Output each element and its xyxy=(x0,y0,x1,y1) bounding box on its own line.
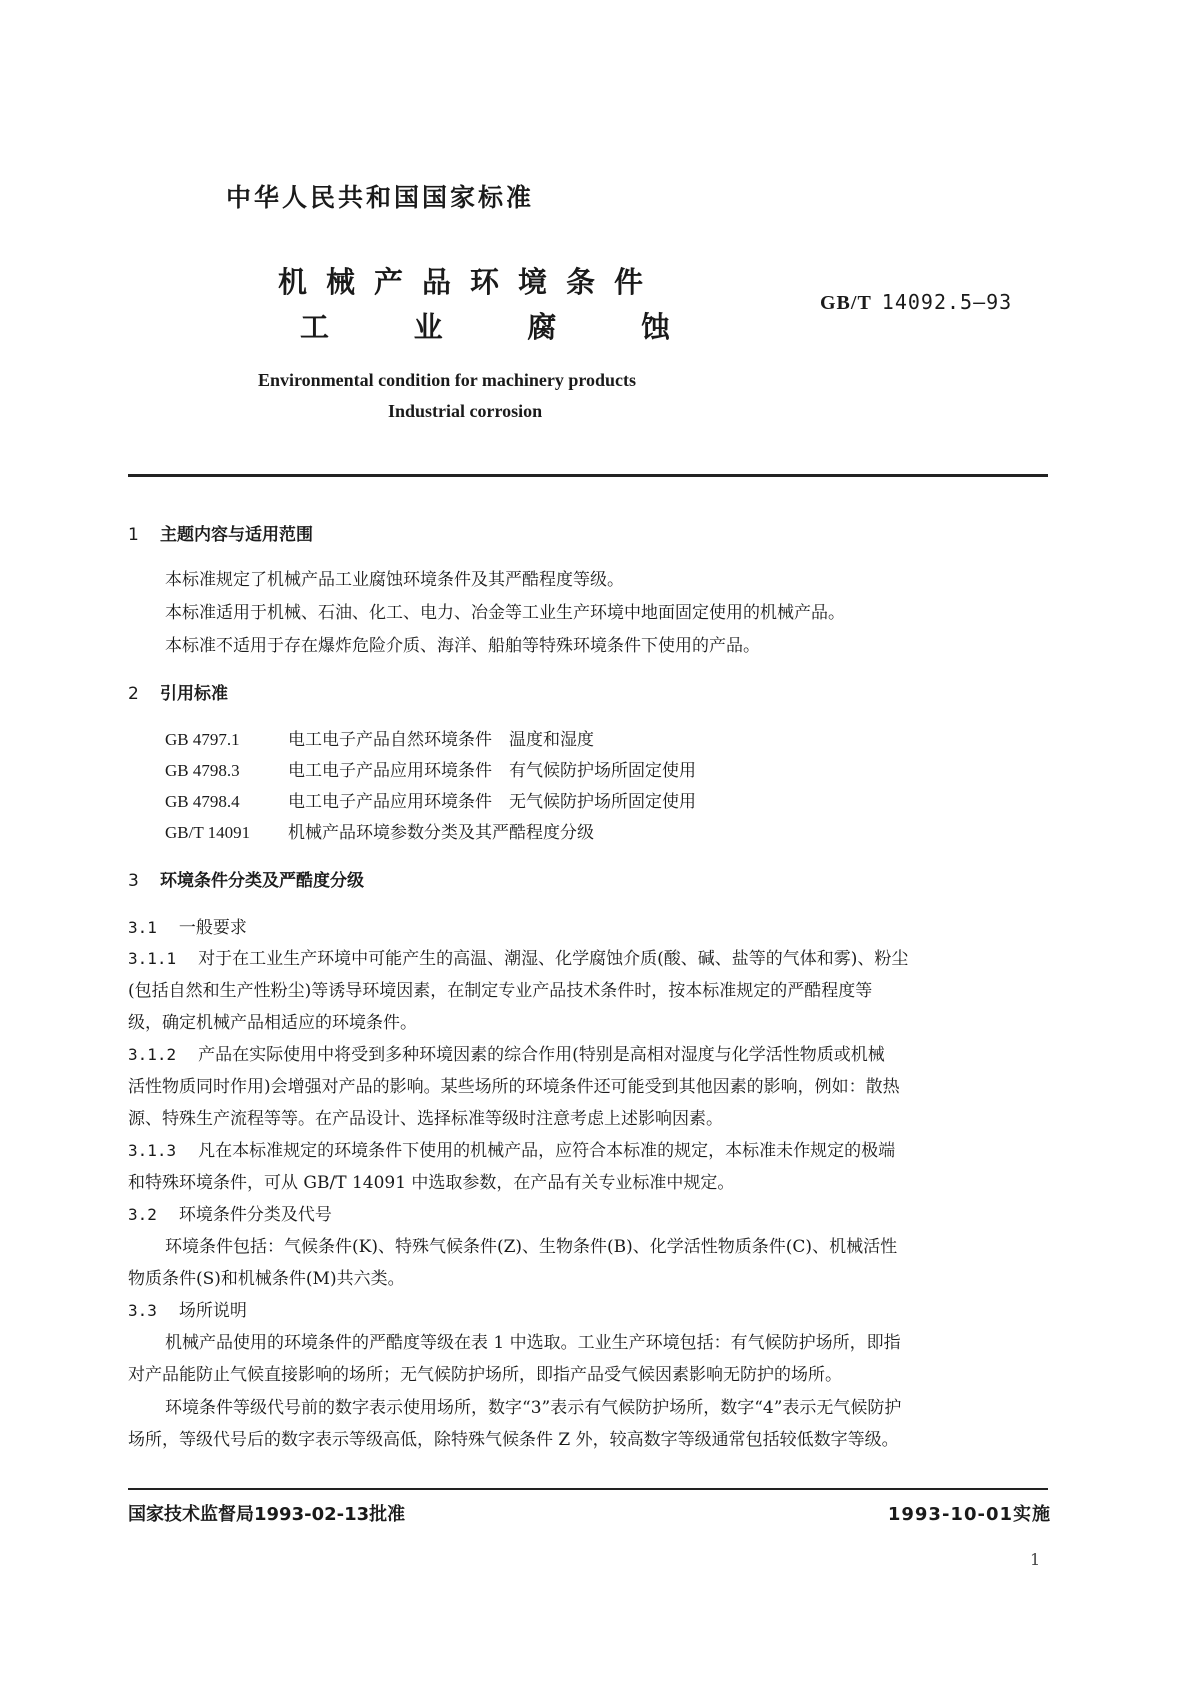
subsection-number: 3.1 xyxy=(128,918,157,937)
section-1-heading xyxy=(128,520,313,545)
reference-code: GB 4797.1 xyxy=(165,730,240,749)
reference-title: 机械产品环境参数分类及其严酷程度分级 xyxy=(288,823,594,843)
subsection-title: 场所说明 xyxy=(178,1301,247,1321)
reference-title: 电工电子产品应用环境条件 无气候防护场所固定使用 xyxy=(288,792,696,812)
section-title: 主题内容与适用范围 xyxy=(160,525,313,545)
reference-title: 电工电子产品自然环境条件 温度和湿度 xyxy=(288,730,594,750)
standard-code: 14092.5—93 xyxy=(881,290,1013,314)
subsection-3-1-heading xyxy=(128,913,247,938)
subsection-number: 3.2 xyxy=(128,1205,157,1224)
paragraph: 环境条件包括：气候条件(K)、特殊气候条件(Z)、生物条件(B)、化学活性物质条件(C)、机械活性 xyxy=(165,1237,898,1257)
section-3-heading xyxy=(128,866,364,891)
subsection-3-3-heading xyxy=(128,1296,247,1321)
clause-number: 3.1.2 xyxy=(128,1045,177,1064)
section-number: 1 xyxy=(128,525,139,545)
footer-divider xyxy=(128,1488,1048,1490)
clause-text: 凡在本标准规定的环境条件下使用的机械产品，应符合本标准的规定，本标准未作规定的极端 xyxy=(198,1141,896,1161)
clause-text: 对于在工业生产环境中可能产生的高温、潮湿、化学腐蚀介质(酸、碱、盐等的气体和雾)、粉尘 xyxy=(198,949,909,969)
title-char: 蚀 xyxy=(640,310,670,344)
section-2-heading xyxy=(128,679,228,704)
title-char: 腐 xyxy=(527,310,557,344)
english-title-line2: Industrial corrosion xyxy=(388,401,543,421)
paragraph: 机械产品使用的环境条件的严酷度等级在表 1 中选取。工业生产环境包括：有气候防护场所，即指 xyxy=(165,1333,901,1353)
paragraph: 本标准适用于机械、石油、化工、电力、冶金等工业生产环境中地面固定使用的机械产品。 xyxy=(165,603,845,623)
implementation-date: 1993-10-01实施 xyxy=(887,1504,1051,1525)
subsection-title: 一般要求 xyxy=(178,918,247,938)
header-divider xyxy=(128,474,1048,477)
national-standard-heading: 中华人民共和国国家标准 xyxy=(225,183,534,212)
clause-number: 3.1.1 xyxy=(128,949,177,968)
title-char: 业 xyxy=(413,310,443,344)
reference-item xyxy=(165,756,696,781)
standard-number xyxy=(820,290,1012,315)
page-number: 1 xyxy=(1030,1550,1041,1569)
subsection-title: 环境条件分类及代号 xyxy=(178,1205,332,1225)
paragraph: 场所，等级代号后的数字表示等级高低，除特殊气候条件 Z 外，较高数字等级通常包括较低数字等级。 xyxy=(128,1430,899,1450)
clause-3-1-3-line1 xyxy=(128,1136,895,1161)
clause-text: 源、特殊生产流程等等。在产品设计、选择标准等级时注意考虑上述影响因素。 xyxy=(128,1109,723,1129)
clause-3-1-2-line1 xyxy=(128,1040,885,1065)
reference-item xyxy=(165,818,594,843)
reference-item xyxy=(165,787,696,812)
section-number: 3 xyxy=(128,871,139,891)
clause-number: 3.1.3 xyxy=(128,1141,177,1160)
paragraph: 环境条件等级代号前的数字表示使用场所，数字“3”表示有气候防护场所，数字“4”表示无气候防护 xyxy=(165,1398,902,1418)
approval-date: 国家技术监督局1993-02-13批准 xyxy=(128,1504,406,1525)
reference-code: GB 4798.4 xyxy=(165,792,240,811)
standard-prefix: GB/T xyxy=(820,292,872,314)
reference-code: GB 4798.3 xyxy=(165,761,240,780)
clause-text: 和特殊环境条件，可从 GB/T 14091 中选取参数，在产品有关专业标准中规定。 xyxy=(128,1173,735,1193)
reference-code: GB/T 14091 xyxy=(165,823,251,842)
section-number: 2 xyxy=(128,684,139,704)
clause-text: 级，确定机械产品相适应的环境条件。 xyxy=(128,1013,417,1033)
paragraph: 本标准不适用于存在爆炸危险介质、海洋、船舶等特殊环境条件下使用的产品。 xyxy=(165,636,760,656)
paragraph: 物质条件(S)和机械条件(M)共六类。 xyxy=(128,1269,405,1289)
section-title: 引用标准 xyxy=(160,684,228,704)
subsection-number: 3.3 xyxy=(128,1301,157,1320)
paragraph: 本标准规定了机械产品工业腐蚀环境条件及其严酷程度等级。 xyxy=(165,570,624,590)
reference-item xyxy=(165,725,594,750)
reference-title: 电工电子产品应用环境条件 有气候防护场所固定使用 xyxy=(288,761,696,781)
clause-text: (包括自然和生产性粉尘)等诱导环境因素，在制定专业产品技术条件时，按本标准规定的严酷程度等 xyxy=(128,981,873,1001)
section-title: 环境条件分类及严酷度分级 xyxy=(160,871,364,891)
title-char: 工 xyxy=(300,310,330,344)
clause-3-1-1-line1 xyxy=(128,944,908,969)
clause-text: 活性物质同时作用)会增强对产品的影响。某些场所的环境条件还可能受到其他因素的影响，例如：散热 xyxy=(128,1077,900,1097)
paragraph: 对产品能防止气候直接影响的场所；无气候防护场所，即指产品受气候因素影响无防护的场所。 xyxy=(128,1365,842,1385)
subsection-3-2-heading xyxy=(128,1200,332,1225)
clause-text: 产品在实际使用中将受到多种环境因素的综合作用(特别是高相对湿度与化学活性物质或机械 xyxy=(198,1045,885,1065)
document-title-line2 xyxy=(300,305,670,346)
english-title-line1: Environmental condition for machinery products xyxy=(258,370,637,390)
document-title-line1: 机械产品环境条件 xyxy=(278,265,663,299)
